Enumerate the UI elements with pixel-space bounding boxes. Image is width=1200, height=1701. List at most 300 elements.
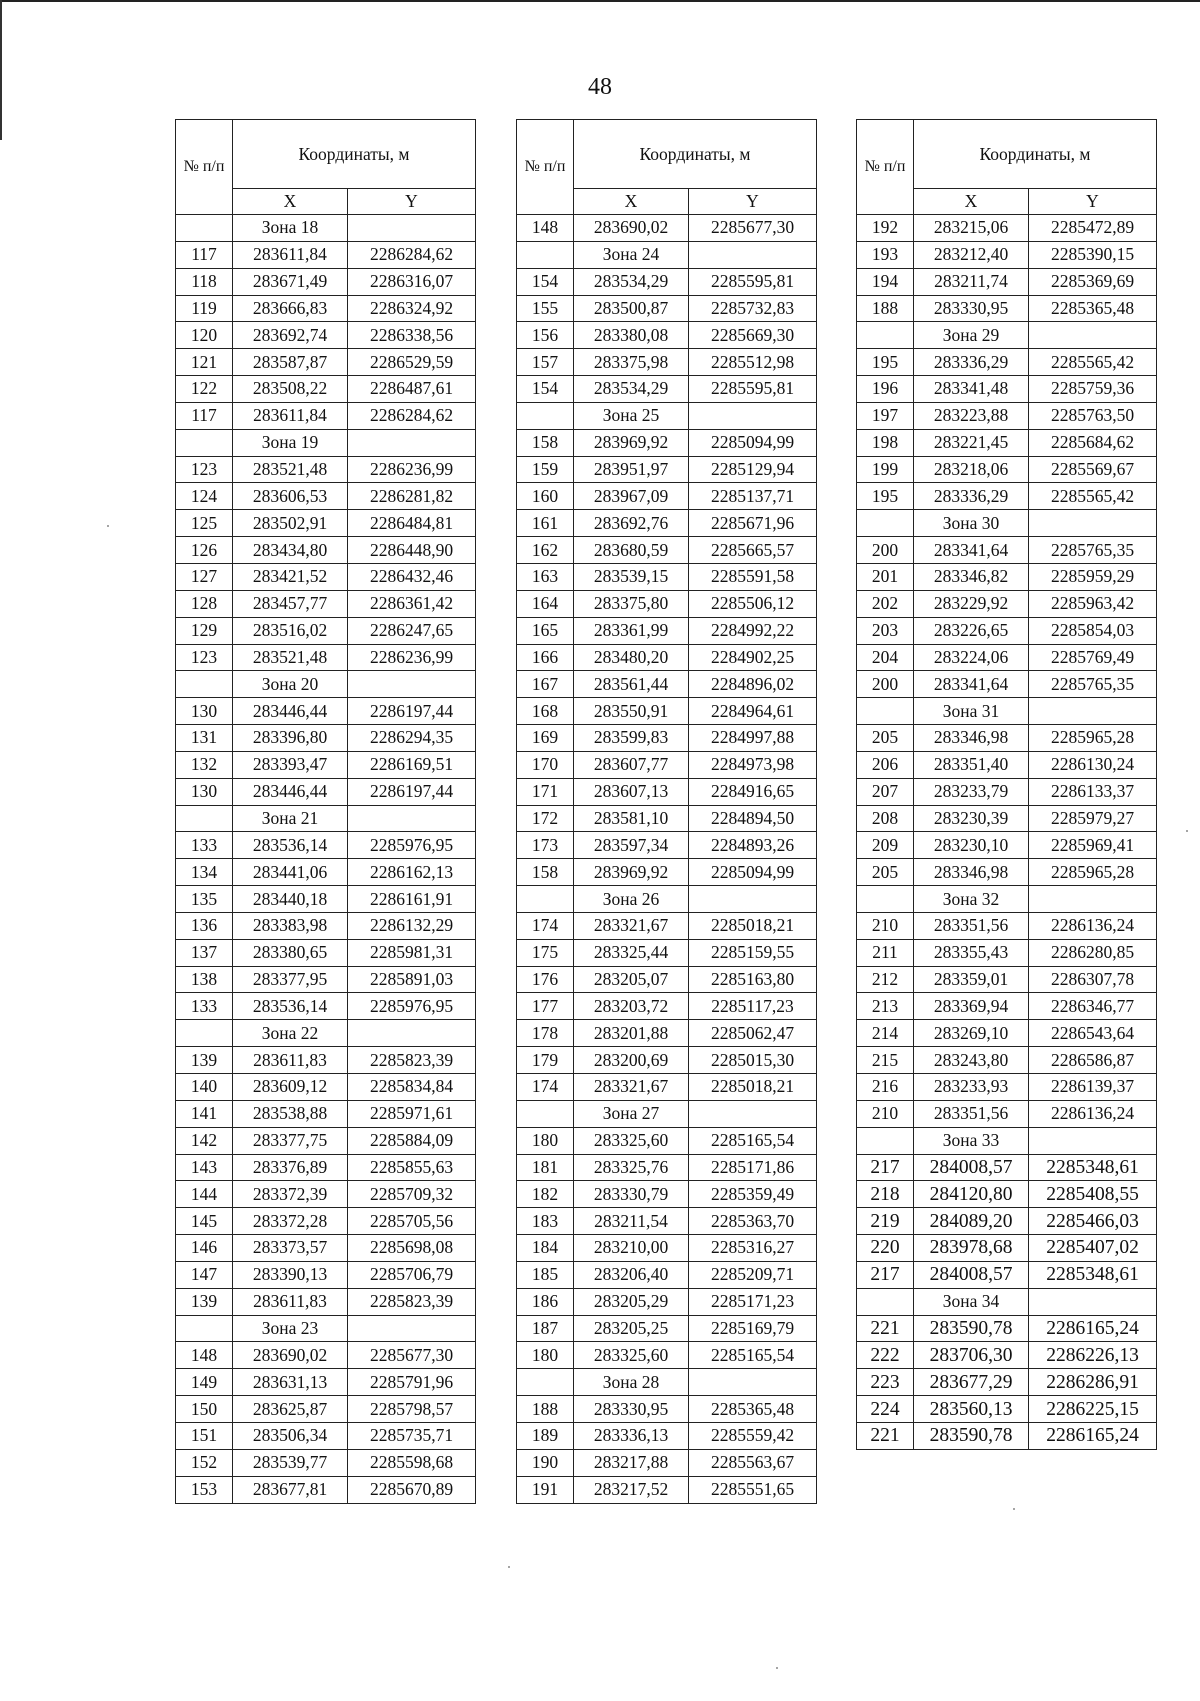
coord-x: 283690,02	[233, 1342, 348, 1369]
point-number: 209	[857, 832, 914, 859]
coord-y: 2285472,89	[1029, 215, 1157, 242]
coord-x: 283383,98	[233, 912, 348, 939]
coord-y: 2285018,21	[689, 912, 817, 939]
point-number: 214	[857, 1020, 914, 1047]
table-row	[857, 1315, 1157, 1342]
header-coordinates: Координаты, м	[574, 120, 817, 189]
coord-y: 2285129,94	[689, 456, 817, 483]
coord-x: 283341,64	[914, 537, 1029, 564]
table-row	[176, 1100, 476, 1127]
coord-x: 283336,13	[574, 1422, 689, 1449]
table-row	[857, 751, 1157, 778]
table-row	[857, 429, 1157, 456]
coord-y: 2285665,57	[689, 537, 817, 564]
point-number: 180	[517, 1342, 574, 1369]
table-row	[517, 1020, 817, 1047]
point-number: 207	[857, 778, 914, 805]
coord-y: 2284896,02	[689, 671, 817, 698]
zone-empty-cell	[517, 886, 574, 913]
point-number: 170	[517, 751, 574, 778]
zone-label: Зона 32	[914, 886, 1029, 913]
coord-y: 2284964,61	[689, 698, 817, 725]
point-number: 175	[517, 939, 574, 966]
point-number: 218	[857, 1181, 914, 1208]
zone-row	[517, 402, 817, 429]
point-number: 128	[176, 590, 233, 617]
table-row	[517, 590, 817, 617]
point-number: 194	[857, 268, 914, 295]
coordinates-table-2	[516, 119, 817, 1504]
coord-y: 2285506,12	[689, 590, 817, 617]
point-number: 222	[857, 1342, 914, 1369]
table-row	[857, 1100, 1157, 1127]
coord-x: 283351,40	[914, 751, 1029, 778]
coord-y: 2286281,82	[348, 483, 476, 510]
zone-row	[176, 1020, 476, 1047]
coord-x: 283561,44	[574, 671, 689, 698]
table-row	[176, 966, 476, 993]
coord-x: 283690,02	[574, 215, 689, 242]
coord-x: 283611,83	[233, 1288, 348, 1315]
zone-row	[176, 1315, 476, 1342]
table-row	[176, 993, 476, 1020]
point-number: 163	[517, 563, 574, 590]
table-row	[176, 832, 476, 859]
table-row	[857, 1208, 1157, 1235]
point-number: 164	[517, 590, 574, 617]
table-row	[857, 349, 1157, 376]
table-row	[176, 859, 476, 886]
header-coordinates: Координаты, м	[914, 120, 1157, 189]
table-row	[176, 1396, 476, 1423]
coord-x: 283211,54	[574, 1208, 689, 1235]
table-row	[176, 537, 476, 564]
coord-x: 283550,91	[574, 698, 689, 725]
point-number: 146	[176, 1235, 233, 1262]
coord-y: 2285408,55	[1029, 1181, 1157, 1208]
scan-speck	[508, 1566, 510, 1568]
coord-y: 2285598,68	[348, 1449, 476, 1476]
table-row	[857, 537, 1157, 564]
table-row	[517, 1127, 817, 1154]
coord-x: 283539,15	[574, 563, 689, 590]
point-number: 200	[857, 537, 914, 564]
coord-y: 2285706,79	[348, 1261, 476, 1288]
table-row	[517, 1449, 817, 1476]
point-number: 143	[176, 1154, 233, 1181]
zone-empty-cell	[517, 241, 574, 268]
table-row	[176, 939, 476, 966]
coord-x: 283393,47	[233, 751, 348, 778]
coord-y: 2285591,58	[689, 563, 817, 590]
coord-y: 2284916,65	[689, 778, 817, 805]
coord-x: 283539,77	[233, 1449, 348, 1476]
coord-y: 2286225,15	[1029, 1396, 1157, 1423]
table-row	[857, 859, 1157, 886]
coord-y: 2286484,81	[348, 510, 476, 537]
point-number: 133	[176, 832, 233, 859]
coord-y: 2286247,65	[348, 617, 476, 644]
zone-empty-cell	[689, 1100, 817, 1127]
table-row	[517, 376, 817, 403]
coord-y: 2285565,42	[1029, 349, 1157, 376]
zone-row	[517, 1100, 817, 1127]
coord-y: 2285569,67	[1029, 456, 1157, 483]
coord-x: 283230,39	[914, 805, 1029, 832]
coord-x: 283341,64	[914, 671, 1029, 698]
coord-x: 283200,69	[574, 1047, 689, 1074]
table-row	[517, 698, 817, 725]
zone-row	[857, 1288, 1157, 1315]
coord-y: 2285709,32	[348, 1181, 476, 1208]
coord-x: 283351,56	[914, 912, 1029, 939]
table-row	[517, 1342, 817, 1369]
zone-empty-cell	[857, 1288, 914, 1315]
coord-y: 2285965,28	[1029, 725, 1157, 752]
table-row	[176, 295, 476, 322]
point-number: 183	[517, 1208, 574, 1235]
zone-empty-cell	[1029, 1288, 1157, 1315]
zone-empty-cell	[857, 886, 914, 913]
coord-x: 283375,98	[574, 349, 689, 376]
table-row	[857, 563, 1157, 590]
coord-y: 2285595,81	[689, 268, 817, 295]
table-row	[517, 510, 817, 537]
point-number: 224	[857, 1396, 914, 1423]
coord-x: 283221,45	[914, 429, 1029, 456]
header-y: Y	[1029, 189, 1157, 215]
table-row	[517, 1261, 817, 1288]
coord-x: 283211,74	[914, 268, 1029, 295]
point-number: 206	[857, 751, 914, 778]
coord-y: 2285732,83	[689, 295, 817, 322]
point-number: 162	[517, 537, 574, 564]
coord-x: 283521,48	[233, 456, 348, 483]
coord-x: 283226,65	[914, 617, 1029, 644]
coord-x: 283346,98	[914, 859, 1029, 886]
coord-y: 2286324,92	[348, 295, 476, 322]
point-number: 117	[176, 241, 233, 268]
table-row	[176, 241, 476, 268]
zone-label: Зона 24	[574, 241, 689, 268]
point-number: 119	[176, 295, 233, 322]
table-row	[857, 483, 1157, 510]
table-row	[176, 1154, 476, 1181]
coord-y: 2286139,37	[1029, 1074, 1157, 1101]
coord-y: 2285677,30	[689, 215, 817, 242]
point-number: 133	[176, 993, 233, 1020]
table-row	[517, 1396, 817, 1423]
table-row	[517, 671, 817, 698]
coord-x: 283500,87	[574, 295, 689, 322]
table-row	[517, 1476, 817, 1503]
point-number: 208	[857, 805, 914, 832]
point-number: 149	[176, 1369, 233, 1396]
scan-edge	[0, 0, 2, 140]
coord-x: 283706,30	[914, 1342, 1029, 1369]
table-row	[176, 1476, 476, 1503]
coord-x: 283330,95	[914, 295, 1029, 322]
point-number: 135	[176, 886, 233, 913]
table-row	[857, 778, 1157, 805]
point-number: 144	[176, 1181, 233, 1208]
point-number: 161	[517, 510, 574, 537]
coord-x: 284120,80	[914, 1181, 1029, 1208]
coord-x: 283606,53	[233, 483, 348, 510]
point-number: 130	[176, 698, 233, 725]
coord-y: 2286448,90	[348, 537, 476, 564]
table-row	[176, 1235, 476, 1262]
zone-empty-cell	[517, 1369, 574, 1396]
point-number: 216	[857, 1074, 914, 1101]
zone-row	[857, 698, 1157, 725]
point-number: 221	[857, 1315, 914, 1342]
coordinates-table-1	[175, 119, 476, 1504]
point-number: 168	[517, 698, 574, 725]
coord-y: 2285891,03	[348, 966, 476, 993]
coord-y: 2285765,35	[1029, 671, 1157, 698]
table-row	[517, 1235, 817, 1262]
header-y: Y	[689, 189, 817, 215]
zone-empty-cell	[176, 429, 233, 456]
table-row	[517, 322, 817, 349]
zone-row	[176, 671, 476, 698]
coord-x: 283692,76	[574, 510, 689, 537]
point-number: 205	[857, 859, 914, 886]
zone-empty-cell	[176, 215, 233, 242]
coord-y: 2285823,39	[348, 1288, 476, 1315]
point-number: 212	[857, 966, 914, 993]
coord-y: 2285137,71	[689, 483, 817, 510]
point-number: 145	[176, 1208, 233, 1235]
coord-x: 283369,94	[914, 993, 1029, 1020]
coord-x: 283361,99	[574, 617, 689, 644]
coord-y: 2286133,37	[1029, 778, 1157, 805]
coord-x: 283969,92	[574, 429, 689, 456]
table-row	[517, 993, 817, 1020]
point-number: 118	[176, 268, 233, 295]
zone-label: Зона 23	[233, 1315, 348, 1342]
point-number: 179	[517, 1047, 574, 1074]
coord-x: 283223,88	[914, 402, 1029, 429]
point-number: 129	[176, 617, 233, 644]
point-number: 158	[517, 859, 574, 886]
point-number: 187	[517, 1315, 574, 1342]
zone-empty-cell	[176, 1020, 233, 1047]
table-row	[517, 778, 817, 805]
page-number: 48	[588, 74, 612, 100]
coord-x: 283590,78	[914, 1315, 1029, 1342]
coord-x: 283351,56	[914, 1100, 1029, 1127]
coord-y: 2286197,44	[348, 778, 476, 805]
coord-y: 2285365,48	[1029, 295, 1157, 322]
coord-x: 283243,80	[914, 1047, 1029, 1074]
point-number: 210	[857, 912, 914, 939]
table-row	[857, 376, 1157, 403]
point-number: 126	[176, 537, 233, 564]
zone-row	[176, 215, 476, 242]
coord-x: 283421,52	[233, 563, 348, 590]
header-coordinates: Координаты, м	[233, 120, 476, 189]
coord-y: 2285595,81	[689, 376, 817, 403]
coord-x: 283210,00	[574, 1235, 689, 1262]
header-x: X	[574, 189, 689, 215]
coord-x: 283218,06	[914, 456, 1029, 483]
table-row	[857, 1369, 1157, 1396]
scan-speck	[1013, 1508, 1015, 1510]
zone-label: Зона 28	[574, 1369, 689, 1396]
point-number: 219	[857, 1208, 914, 1235]
zone-label: Зона 34	[914, 1288, 1029, 1315]
coord-y: 2285669,30	[689, 322, 817, 349]
point-number: 125	[176, 510, 233, 537]
table-row	[176, 483, 476, 510]
table-row	[857, 993, 1157, 1020]
table-row	[857, 402, 1157, 429]
coord-y: 2286165,24	[1029, 1422, 1157, 1449]
table-row	[517, 1422, 817, 1449]
coord-x: 283269,10	[914, 1020, 1029, 1047]
coord-y: 2285563,67	[689, 1449, 817, 1476]
coord-x: 283217,52	[574, 1476, 689, 1503]
point-number: 158	[517, 429, 574, 456]
point-number: 174	[517, 1074, 574, 1101]
zone-row	[857, 1127, 1157, 1154]
table-row	[517, 751, 817, 778]
zone-row	[517, 1369, 817, 1396]
point-number: 154	[517, 376, 574, 403]
coord-y: 2285466,03	[1029, 1208, 1157, 1235]
point-number: 151	[176, 1422, 233, 1449]
table-row	[517, 939, 817, 966]
coord-y: 2286136,24	[1029, 1100, 1157, 1127]
coord-x: 283230,10	[914, 832, 1029, 859]
coord-y: 2285363,70	[689, 1208, 817, 1235]
table-row	[857, 1074, 1157, 1101]
coord-y: 2286132,29	[348, 912, 476, 939]
table-row	[176, 1261, 476, 1288]
point-number: 195	[857, 483, 914, 510]
table-row	[857, 725, 1157, 752]
zone-label: Зона 26	[574, 886, 689, 913]
point-number: 210	[857, 1100, 914, 1127]
point-number: 184	[517, 1235, 574, 1262]
zone-empty-cell	[348, 671, 476, 698]
point-number: 165	[517, 617, 574, 644]
coord-x: 283508,22	[233, 376, 348, 403]
coord-y: 2285763,50	[1029, 402, 1157, 429]
point-number: 191	[517, 1476, 574, 1503]
coord-y: 2284893,26	[689, 832, 817, 859]
zone-empty-cell	[176, 805, 233, 832]
coord-y: 2285165,54	[689, 1127, 817, 1154]
table-row	[517, 1181, 817, 1208]
table-row	[857, 1047, 1157, 1074]
zone-label: Зона 30	[914, 510, 1029, 537]
point-number: 181	[517, 1154, 574, 1181]
coord-y: 2285976,95	[348, 832, 476, 859]
coord-x: 283376,89	[233, 1154, 348, 1181]
point-number: 159	[517, 456, 574, 483]
coord-x: 283355,43	[914, 939, 1029, 966]
coord-x: 283560,13	[914, 1396, 1029, 1423]
point-number: 213	[857, 993, 914, 1020]
table-row	[176, 725, 476, 752]
coord-y: 2285359,49	[689, 1181, 817, 1208]
table-row	[176, 322, 476, 349]
zone-empty-cell	[517, 1100, 574, 1127]
coord-x: 283677,81	[233, 1476, 348, 1503]
point-number: 199	[857, 456, 914, 483]
coord-x: 283607,13	[574, 778, 689, 805]
table-row	[517, 1208, 817, 1235]
coord-y: 2284894,50	[689, 805, 817, 832]
coord-y: 2285969,41	[1029, 832, 1157, 859]
coord-x: 283609,12	[233, 1074, 348, 1101]
table-row	[517, 966, 817, 993]
table-row	[176, 698, 476, 725]
table-row	[517, 912, 817, 939]
coord-y: 2285512,98	[689, 349, 817, 376]
coord-x: 283380,08	[574, 322, 689, 349]
coord-x: 283373,57	[233, 1235, 348, 1262]
coord-y: 2285369,69	[1029, 268, 1157, 295]
zone-label: Зона 20	[233, 671, 348, 698]
table-row	[517, 725, 817, 752]
table-row	[176, 510, 476, 537]
table-row	[517, 563, 817, 590]
coord-y: 2285094,99	[689, 429, 817, 456]
zone-row	[517, 241, 817, 268]
coord-y: 2285684,62	[1029, 429, 1157, 456]
coord-y: 2286236,99	[348, 456, 476, 483]
table-row	[517, 215, 817, 242]
point-number: 166	[517, 644, 574, 671]
coord-y: 2286432,46	[348, 563, 476, 590]
point-number: 188	[857, 295, 914, 322]
table-row	[857, 805, 1157, 832]
coord-x: 283325,44	[574, 939, 689, 966]
zone-empty-cell	[689, 241, 817, 268]
coord-x: 283372,39	[233, 1181, 348, 1208]
point-number: 197	[857, 402, 914, 429]
table-row	[857, 215, 1157, 242]
point-number: 137	[176, 939, 233, 966]
coord-x: 283215,06	[914, 215, 1029, 242]
point-number: 120	[176, 322, 233, 349]
table-row	[857, 1181, 1157, 1208]
coord-y: 2286346,77	[1029, 993, 1157, 1020]
table-row	[857, 966, 1157, 993]
coord-x: 283457,77	[233, 590, 348, 617]
point-number: 148	[517, 215, 574, 242]
point-number: 215	[857, 1047, 914, 1074]
table-row	[176, 1047, 476, 1074]
point-number: 174	[517, 912, 574, 939]
table-row	[857, 617, 1157, 644]
coord-x: 283581,10	[574, 805, 689, 832]
point-number: 134	[176, 859, 233, 886]
zone-empty-cell	[517, 402, 574, 429]
coord-x: 283330,79	[574, 1181, 689, 1208]
coord-y: 2286197,44	[348, 698, 476, 725]
zone-empty-cell	[348, 1315, 476, 1342]
table-row	[176, 1369, 476, 1396]
coord-y: 2286286,91	[1029, 1369, 1157, 1396]
point-number: 182	[517, 1181, 574, 1208]
point-number: 178	[517, 1020, 574, 1047]
coord-y: 2285094,99	[689, 859, 817, 886]
